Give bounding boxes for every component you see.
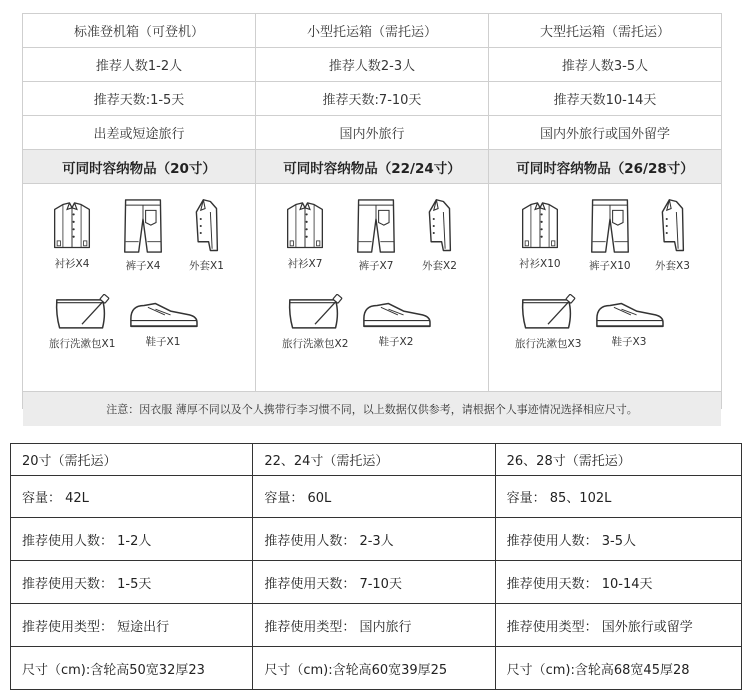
spec-cell: 推荐使用人数： 2-3人 (253, 518, 495, 561)
items-cell (23, 184, 256, 391)
shoe-icon (127, 296, 199, 330)
days-row (23, 82, 721, 116)
usage-cell: 出差或短途旅行 (23, 116, 256, 149)
spec-cell: 容量： 60L (253, 476, 495, 518)
items-cell (489, 184, 721, 391)
item-label: 外套X1 (189, 260, 224, 272)
spec-header: 26、28寸（需托运） (495, 444, 741, 476)
capacity-heading: 可同时容纳物品（22/24寸） (256, 150, 489, 183)
shirt-icon (286, 200, 324, 252)
spec-cell: 尺寸（cm):含轮高68宽45厚28 (495, 647, 741, 690)
shirt-item (286, 200, 324, 271)
spec-cell: 推荐使用天数： 1-5天 (11, 561, 253, 604)
size-title-row (23, 14, 721, 48)
spec-cell: 容量： 85、102L (495, 476, 741, 518)
jacket-item (422, 198, 457, 273)
item-label: 裤子X7 (358, 260, 394, 272)
pants-item (123, 198, 163, 273)
people-cell: 推荐人数3-5人 (561, 59, 649, 74)
item-label: 鞋子X2 (378, 336, 414, 348)
days-cell: 推荐天数:7-10天 (256, 82, 489, 115)
pants-icon (590, 198, 630, 254)
shirt-item (53, 200, 91, 271)
shoe-icon (593, 296, 665, 330)
item-label: 鞋子X1 (145, 336, 181, 348)
capacity-heading: 可同时容纳物品（26/28寸） (516, 160, 694, 177)
shoes-item (127, 296, 199, 349)
spec-cell: 推荐使用类型： 国外旅行或留学 (495, 604, 741, 647)
days-spec-row (11, 561, 742, 604)
column-title: 小型托运箱（需托运） (256, 14, 489, 47)
spec-cell: 推荐使用类型： 国内旅行 (253, 604, 495, 647)
shoe-icon (360, 296, 432, 330)
item-label: 裤子X10 (589, 260, 631, 272)
column-title: 大型托运箱（需托运） (539, 25, 670, 40)
shoes-item (360, 296, 432, 349)
spec-cell: 尺寸（cm):含轮高50宽32厚23 (11, 647, 253, 690)
capacity-heading-row (23, 150, 721, 184)
spec-header-row (11, 444, 742, 476)
usage-row (23, 116, 721, 150)
pants-item (589, 198, 631, 273)
dimension-spec-row (11, 647, 742, 690)
luggage-capacity-panel (22, 13, 722, 416)
items-cell (256, 184, 489, 391)
item-label: 衬衫X10 (519, 258, 561, 270)
pants-icon (356, 198, 396, 254)
item-label: 外套X2 (422, 260, 457, 272)
items-row (23, 184, 721, 392)
note-row (23, 392, 721, 426)
spec-header: 20寸（需托运） (11, 444, 253, 476)
spec-cell: 推荐使用人数： 3-5人 (495, 518, 741, 561)
item-label: 鞋子X3 (611, 336, 647, 348)
days-cell: 推荐天数10-14天 (553, 93, 657, 108)
capacity-heading: 可同时容纳物品（20寸） (23, 150, 256, 183)
item-label: 衬衫X4 (54, 258, 90, 270)
usage-cell: 国内外旅行 (256, 116, 489, 149)
usage-cell: 国内外旅行或国外留学 (539, 127, 670, 142)
washbag-icon (520, 294, 576, 332)
type-spec-row (11, 604, 742, 647)
shirt-icon (53, 200, 91, 252)
washbag-item (49, 294, 115, 351)
shoes-item (593, 296, 665, 349)
spec-cell: 容量： 42L (11, 476, 253, 518)
washbag-icon (54, 294, 110, 332)
people-cell: 推荐人数2-3人 (256, 48, 489, 81)
shirt-item (519, 200, 561, 271)
spec-cell: 推荐使用天数： 10-14天 (495, 561, 741, 604)
note-text: 注意：因衣服 薄厚不同以及个人携带行李习惯不同，以上数据仅供参考，请根据个人事迹情况选择相应尺寸。 (106, 403, 638, 416)
shirt-icon (521, 200, 559, 252)
item-label: 衬衫X7 (287, 258, 323, 270)
pants-icon (123, 198, 163, 254)
spec-cell: 推荐使用类型： 短途出行 (11, 604, 253, 647)
capacity-row (11, 476, 742, 518)
jacket-icon (425, 198, 453, 254)
spec-cell: 推荐使用天数： 7-10天 (253, 561, 495, 604)
jacket-icon (658, 198, 686, 254)
days-cell: 推荐天数:1-5天 (23, 82, 256, 115)
people-row (23, 48, 721, 82)
pants-item (356, 198, 396, 273)
washbag-item (282, 294, 348, 351)
people-spec-row (11, 518, 742, 561)
column-title: 标准登机箱（可登机） (23, 14, 256, 47)
size-spec-table (10, 443, 742, 690)
item-label: 裤子X4 (125, 260, 161, 272)
spec-header: 22、24寸（需托运） (253, 444, 495, 476)
spec-cell: 尺寸（cm):含轮高60宽39厚25 (253, 647, 495, 690)
spec-cell: 推荐使用人数： 1-2人 (11, 518, 253, 561)
people-cell: 推荐人数1-2人 (23, 48, 256, 81)
item-label: 外套X3 (655, 260, 690, 272)
jacket-icon (192, 198, 220, 254)
item-label: 旅行洗漱包X2 (282, 338, 349, 350)
washbag-item (515, 294, 581, 351)
jacket-item (189, 198, 224, 273)
washbag-icon (287, 294, 343, 332)
jacket-item (655, 198, 690, 273)
item-label: 旅行洗漱包X3 (515, 338, 582, 350)
item-label: 旅行洗漱包X1 (49, 338, 116, 350)
